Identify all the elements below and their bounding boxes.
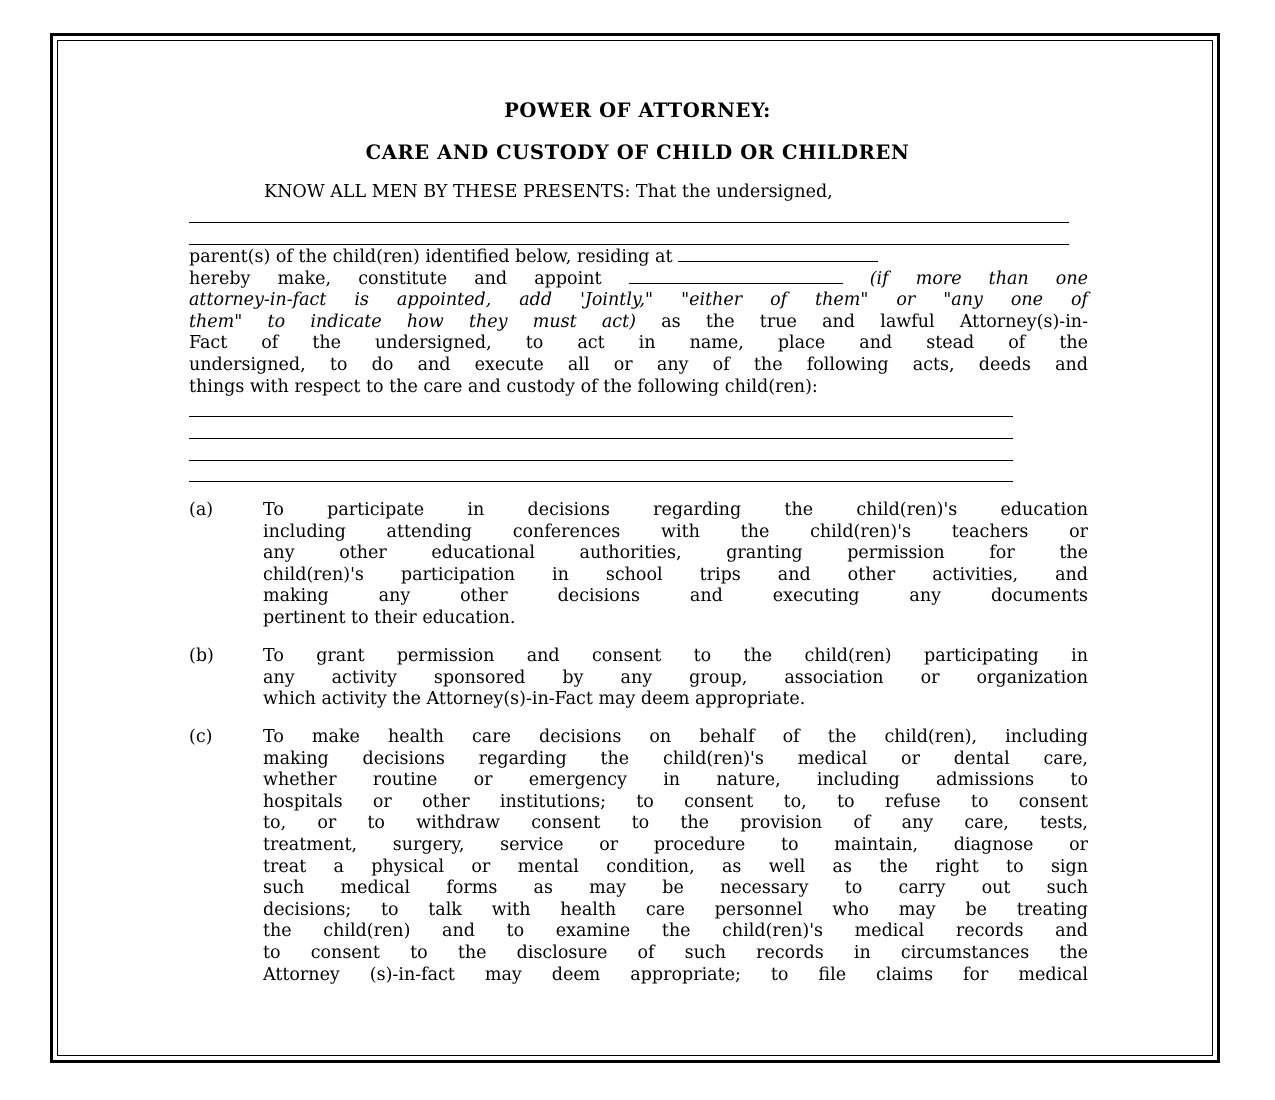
item-a-line: child(ren)'s participation in school trips and other activities, and [263, 564, 1088, 585]
child-blank-line-3 [189, 460, 1013, 461]
para-line-5: Fact of the undersigned, to act in name, place and stead of the [189, 333, 1088, 354]
para-line-4: them" to indicate how they must act) as the true and lawful Attorney(s)-in- [189, 311, 1088, 332]
para-line-3: attorney-in-fact is appointed, add 'Jointly," "either of them" or "any one of [189, 290, 1088, 311]
appointment-paragraph [189, 247, 1088, 398]
item-c-line: making decisions regarding the child(ren)'s medical or dental care, [263, 748, 1088, 769]
item-a-line: any other educational authorities, granting permission for the [263, 543, 1088, 564]
residence-blank [678, 247, 878, 262]
item-a-line: making any other decisions and executing any documents [263, 586, 1088, 607]
para-line-1: parent(s) of the child(ren) identified below, residing at [189, 247, 1088, 269]
item-c-line: hospitals or other institutions; to consent to, to refuse to consent [263, 791, 1088, 812]
para-line-2: hereby make, constitute and appoint (if more than one [189, 268, 1088, 289]
item-label-b: (b) [189, 646, 214, 666]
item-c-line: To make health care decisions on behalf of the child(ren), including [263, 727, 1088, 747]
item-b-line: which activity the Attorney(s)-in-Fact may deem appropriate. [263, 689, 806, 710]
item-c-line: treat a physical or mental condition, as well as the right to sign [263, 856, 1088, 877]
item-b-line: To grant permission and consent to the child(ren) participating in [263, 646, 1088, 666]
item-c-text [263, 727, 1088, 986]
item-c-line: such medical forms as may be necessary to carry out such [263, 878, 1088, 899]
item-a-line: including attending conferences with the child(ren)'s teachers or [263, 521, 1088, 542]
attorney-blank [629, 269, 843, 284]
para-line-7: things with respect to the care and custody of the following child(ren): [189, 376, 818, 397]
child-blank-line-1 [189, 416, 1013, 417]
undersigned-blank-line-1 [189, 222, 1069, 223]
item-c-line: decisions; to talk with health care personnel who may be treating [263, 899, 1088, 920]
item-c-line: to consent to the disclosure of such records in circumstances the [263, 942, 1088, 963]
item-c-line: whether routine or emergency in nature, including admissions to [263, 770, 1088, 791]
child-blank-line-4 [189, 481, 1013, 482]
item-c-line: Attorney (s)-in-fact may deem appropriate; to file claims for medical [263, 964, 1088, 985]
item-a-line: To participate in decisions regarding the child(ren)'s education [263, 500, 1088, 520]
item-b-text [263, 646, 1088, 711]
intro-text: KNOW ALL MEN BY THESE PRESENTS: That the undersigned, [264, 182, 833, 202]
item-label-c: (c) [189, 727, 213, 747]
item-label-a: (a) [189, 500, 214, 520]
item-c-line: the child(ren) and to examine the child(ren)'s medical records and [263, 921, 1088, 942]
para-line-6: undersigned, to do and execute all or any of the following acts, deeds and [189, 354, 1088, 375]
document-subtitle: CARE AND CUSTODY OF CHILD OR CHILDREN [365, 141, 910, 164]
item-b-line: any activity sponsored by any group, association or organization [263, 667, 1088, 688]
child-blank-line-2 [189, 438, 1013, 439]
item-c-line: to, or to withdraw consent to the provision of any care, tests, [263, 813, 1088, 834]
item-a-text [263, 500, 1088, 630]
item-a-line: pertinent to their education. [263, 607, 516, 628]
item-c-line: treatment, surgery, service or procedure to maintain, diagnose or [263, 834, 1088, 855]
document-title: POWER OF ATTORNEY: [504, 99, 771, 122]
undersigned-blank-line-2 [189, 244, 1069, 245]
